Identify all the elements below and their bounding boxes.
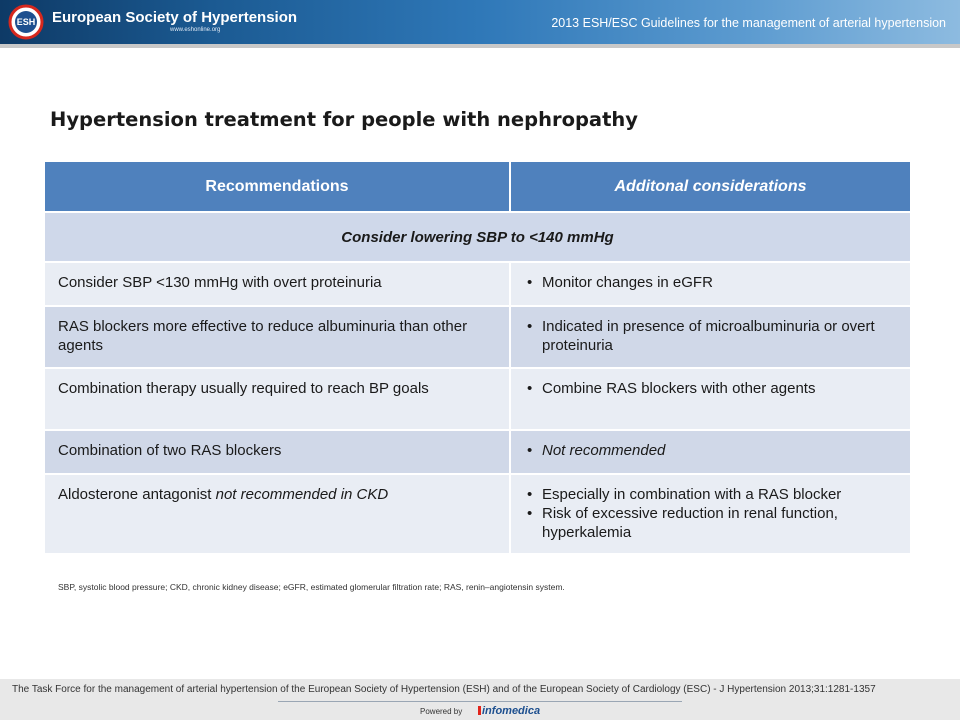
- table-header-row: [45, 162, 910, 212]
- powered-by-label: Powered by: [420, 707, 463, 716]
- consideration-text: Indicated in presence of microalbuminuria or overt proteinuria: [542, 318, 875, 354]
- bullet-icon: •: [527, 318, 533, 335]
- spanning-recommendation: Consider lowering SBP to <140 mmHg: [45, 212, 910, 262]
- considerations-cell: [510, 306, 910, 368]
- header-stripe: [0, 44, 960, 48]
- consideration-text: Monitor changes in eGFR: [542, 274, 713, 291]
- table-row: [45, 368, 910, 430]
- header-band: [0, 0, 960, 44]
- bullet-icon: •: [527, 505, 533, 522]
- bullet-icon: •: [527, 274, 533, 291]
- recommendation-cell: Consider SBP <130 mmHg with overt proteinuria: [45, 262, 510, 306]
- consideration-text: Risk of excessive reduction in renal function, hyperkalemia: [542, 505, 838, 541]
- bullet-icon: •: [527, 380, 533, 397]
- consideration-item: [524, 273, 902, 292]
- column-header-considerations: Additonal considerations: [510, 162, 910, 212]
- abbreviations-footnote: SBP, systolic blood pressure; CKD, chronic kidney disease; eGFR, estimated glomerular filtration rate; RAS, renin–angiotensin system.: [58, 582, 565, 592]
- consideration-item: [524, 379, 902, 398]
- org-name: European Society of Hypertension: [52, 9, 298, 26]
- considerations-cell: [510, 430, 910, 474]
- table-row: [45, 306, 910, 368]
- org-url: www.eshonline.org: [170, 27, 221, 33]
- considerations-cell: [510, 368, 910, 430]
- slide-series-title: 2013 ESH/ESC Guidelines for the management of arterial hypertension: [551, 16, 946, 30]
- column-header-recommendations: Recommendations: [45, 162, 510, 212]
- consideration-text: Not recommended: [542, 442, 666, 459]
- bullet-icon: •: [527, 442, 533, 459]
- table-row-spanning: [45, 212, 910, 262]
- bullet-icon: •: [527, 486, 533, 503]
- table-row: [45, 262, 910, 306]
- considerations-cell: [510, 474, 910, 554]
- esh-logo-icon: [8, 4, 44, 40]
- consideration-text: Especially in combination with a RAS blocker: [542, 486, 842, 503]
- footer-divider: [278, 701, 682, 702]
- table-row: [45, 474, 910, 554]
- considerations-cell: [510, 262, 910, 306]
- recommendation-cell: [45, 474, 510, 554]
- recommendation-cell: Combination of two RAS blockers: [45, 430, 510, 474]
- recommendation-cell: RAS blockers more effective to reduce albuminuria than other agents: [45, 306, 510, 368]
- footer-citation: The Task Force for the management of arterial hypertension of the European Society of Hypertension (ESH) and of the European Society of Cardiology (ESC) - J Hypertension 2013;31:1281-1357: [12, 684, 876, 695]
- recommendations-table: [45, 162, 910, 555]
- brand-accent-icon: [478, 706, 481, 715]
- logo-text: ESH: [16, 17, 36, 27]
- consideration-item: [524, 504, 902, 542]
- recommendation-cell: Combination therapy usually required to reach BP goals: [45, 368, 510, 430]
- consideration-text: Combine RAS blockers with other agents: [542, 380, 816, 397]
- recommendation-text: Aldosterone antagonist: [58, 486, 216, 503]
- consideration-item: [524, 317, 902, 355]
- table-row: [45, 430, 910, 474]
- consideration-item: [524, 441, 902, 460]
- page-title: Hypertension treatment for people with nephropathy: [50, 108, 639, 131]
- recommendation-emphasis: not recommended in CKD: [215, 486, 389, 503]
- brand-logo: infomedica: [482, 705, 541, 717]
- consideration-item: [524, 485, 902, 504]
